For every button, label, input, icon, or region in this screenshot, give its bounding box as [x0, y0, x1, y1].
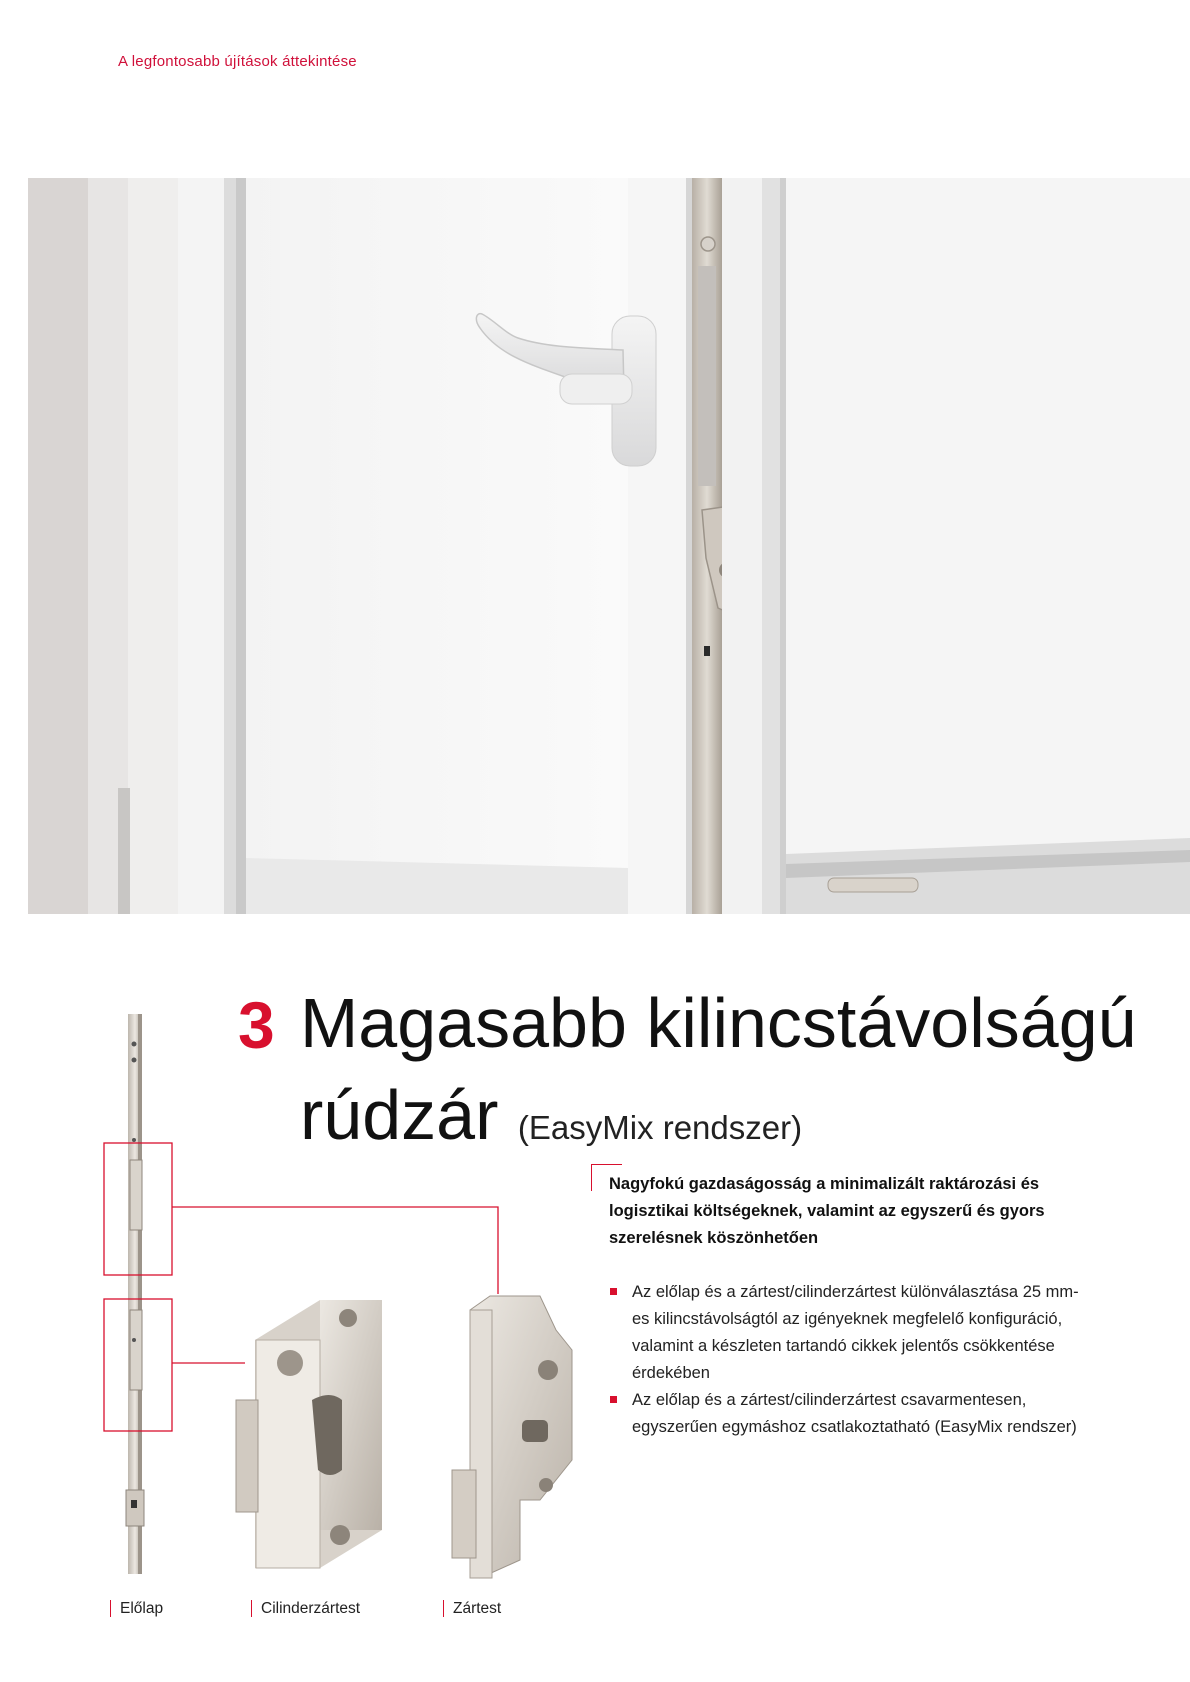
bullet-list: [610, 1279, 1080, 1441]
list-item: [610, 1387, 1080, 1441]
faceplate-illustration: [126, 1014, 144, 1574]
caption-faceplate: Előlap: [110, 1600, 163, 1617]
lock-body-illustration: [452, 1296, 572, 1578]
section-label: A legfontosabb újítások áttekintése: [118, 53, 357, 70]
page-title-word: rúdzár: [300, 1076, 499, 1154]
caption-lock-body: Zártest: [443, 1600, 501, 1617]
section-number: 3: [238, 988, 275, 1062]
caption-cylinder-body: Cilinderzártest: [251, 1600, 360, 1617]
bullet-text: Az előlap és a zártest/cilinderzártest csavarmentesen, egyszerűen egymáshoz csatlakoztatható (EasyMix rendszer): [632, 1391, 1077, 1436]
page-subtitle: (EasyMix rendszer): [517, 1109, 803, 1146]
list-item: [610, 1279, 1080, 1387]
intro-text: Nagyfokú gazdaságosság a minimalizált raktározási és logisztikai költségeknek, valamint az egyszerű és gyors szerelésnek köszönhetően: [609, 1175, 1045, 1247]
window-handle-illustration: [28, 178, 1190, 914]
page-title: Magasabb kilincstávolságú: [300, 984, 1137, 1062]
product-illustrations: [0, 1000, 600, 1600]
bullet-square-icon: [610, 1396, 617, 1403]
bullet-text: Az előlap és a zártest/cilinderzártest különválasztása 25 mm-es kilincstávolságtól az igényeknek megfelelő konfiguráció, valamint a készleten tartandó cikkek jelentős csökkentése érdekében: [632, 1283, 1079, 1382]
hero-photo: [28, 178, 1190, 914]
bullet-square-icon: [610, 1288, 617, 1295]
callout-line-upper: [172, 1207, 498, 1294]
cylinder-body-illustration: [236, 1300, 382, 1568]
